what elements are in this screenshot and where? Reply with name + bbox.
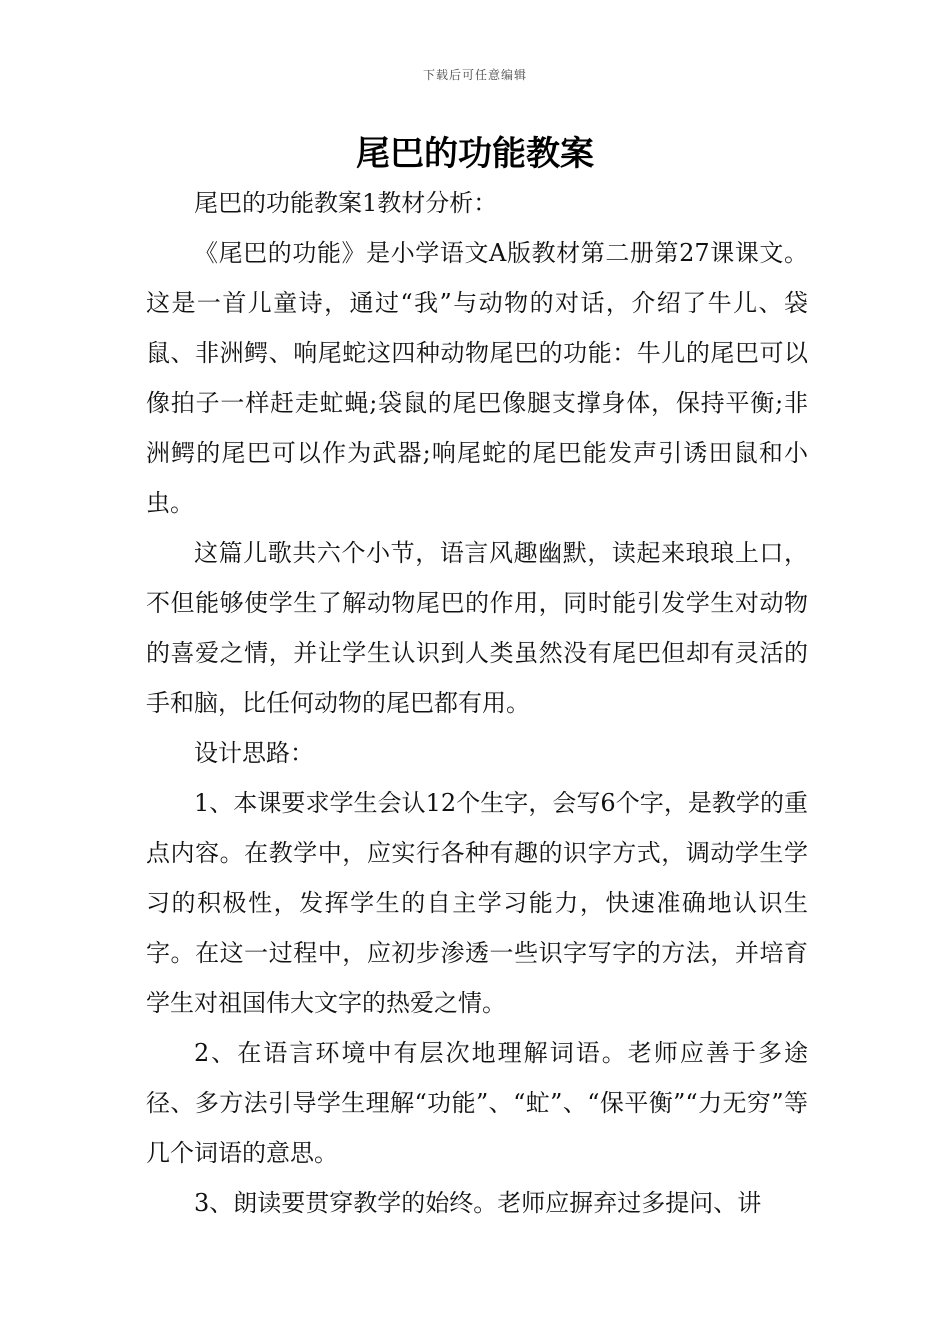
paragraph-analysis: 《尾巴的功能》是小学语文A版教材第二册第27课课文。这是一首儿童诗，通过“我”与动物的对话，介绍了牛儿、袋鼠、非洲鳄、响尾蛇这四种动物尾巴的功能：牛儿的尾巴可以像拍子一样赶走虻蝇;袋鼠的尾巴像腿支撑身体，保持平衡;非洲鳄的尾巴可以作为武器;响尾蛇的尾巴能发声引诱田鼠和小虫。 [146, 239, 808, 517]
paragraph-design-heading: 设计思路： [194, 739, 314, 767]
paragraph-point-3: 3、朗读要贯穿教学的始终。老师应摒弃过多提问、讲 [194, 1189, 762, 1217]
document-title: 尾巴的功能教案 [356, 134, 594, 174]
paragraph-style: 这篇儿歌共六个小节，语言风趣幽默，读起来琅琅上口，不但能够使学生了解动物尾巴的作用，同时能引发学生对动物的喜爱之情，并让学生认识到人类虽然没有尾巴但却有灵活的手和脑，比任何动物的尾巴都有用。 [146, 539, 808, 717]
paragraph-point-2: 2、在语言环境中有层次地理解词语。老师应善于多途径、多方法引导学生理解“功能”、“虻”、“保平衡”“力无穷”等几个词语的意思。 [146, 1039, 808, 1167]
document-body [146, 178, 808, 1228]
paragraph-point-1: 1、本课要求学生会认12个生字，会写6个字，是教学的重点内容。在教学中，应实行各种有趣的识字方式，调动学生学习的积极性，发挥学生的自主学习能力，快速准确地认识生字。在这一过程中，应初步渗透一些识字写字的方法，并培育学生对祖国伟大文字的热爱之情。 [146, 789, 808, 1017]
header-note: 下载后可任意编辑 [422, 68, 527, 82]
paragraph-intro: 尾巴的功能教案1教材分析： [194, 189, 498, 217]
